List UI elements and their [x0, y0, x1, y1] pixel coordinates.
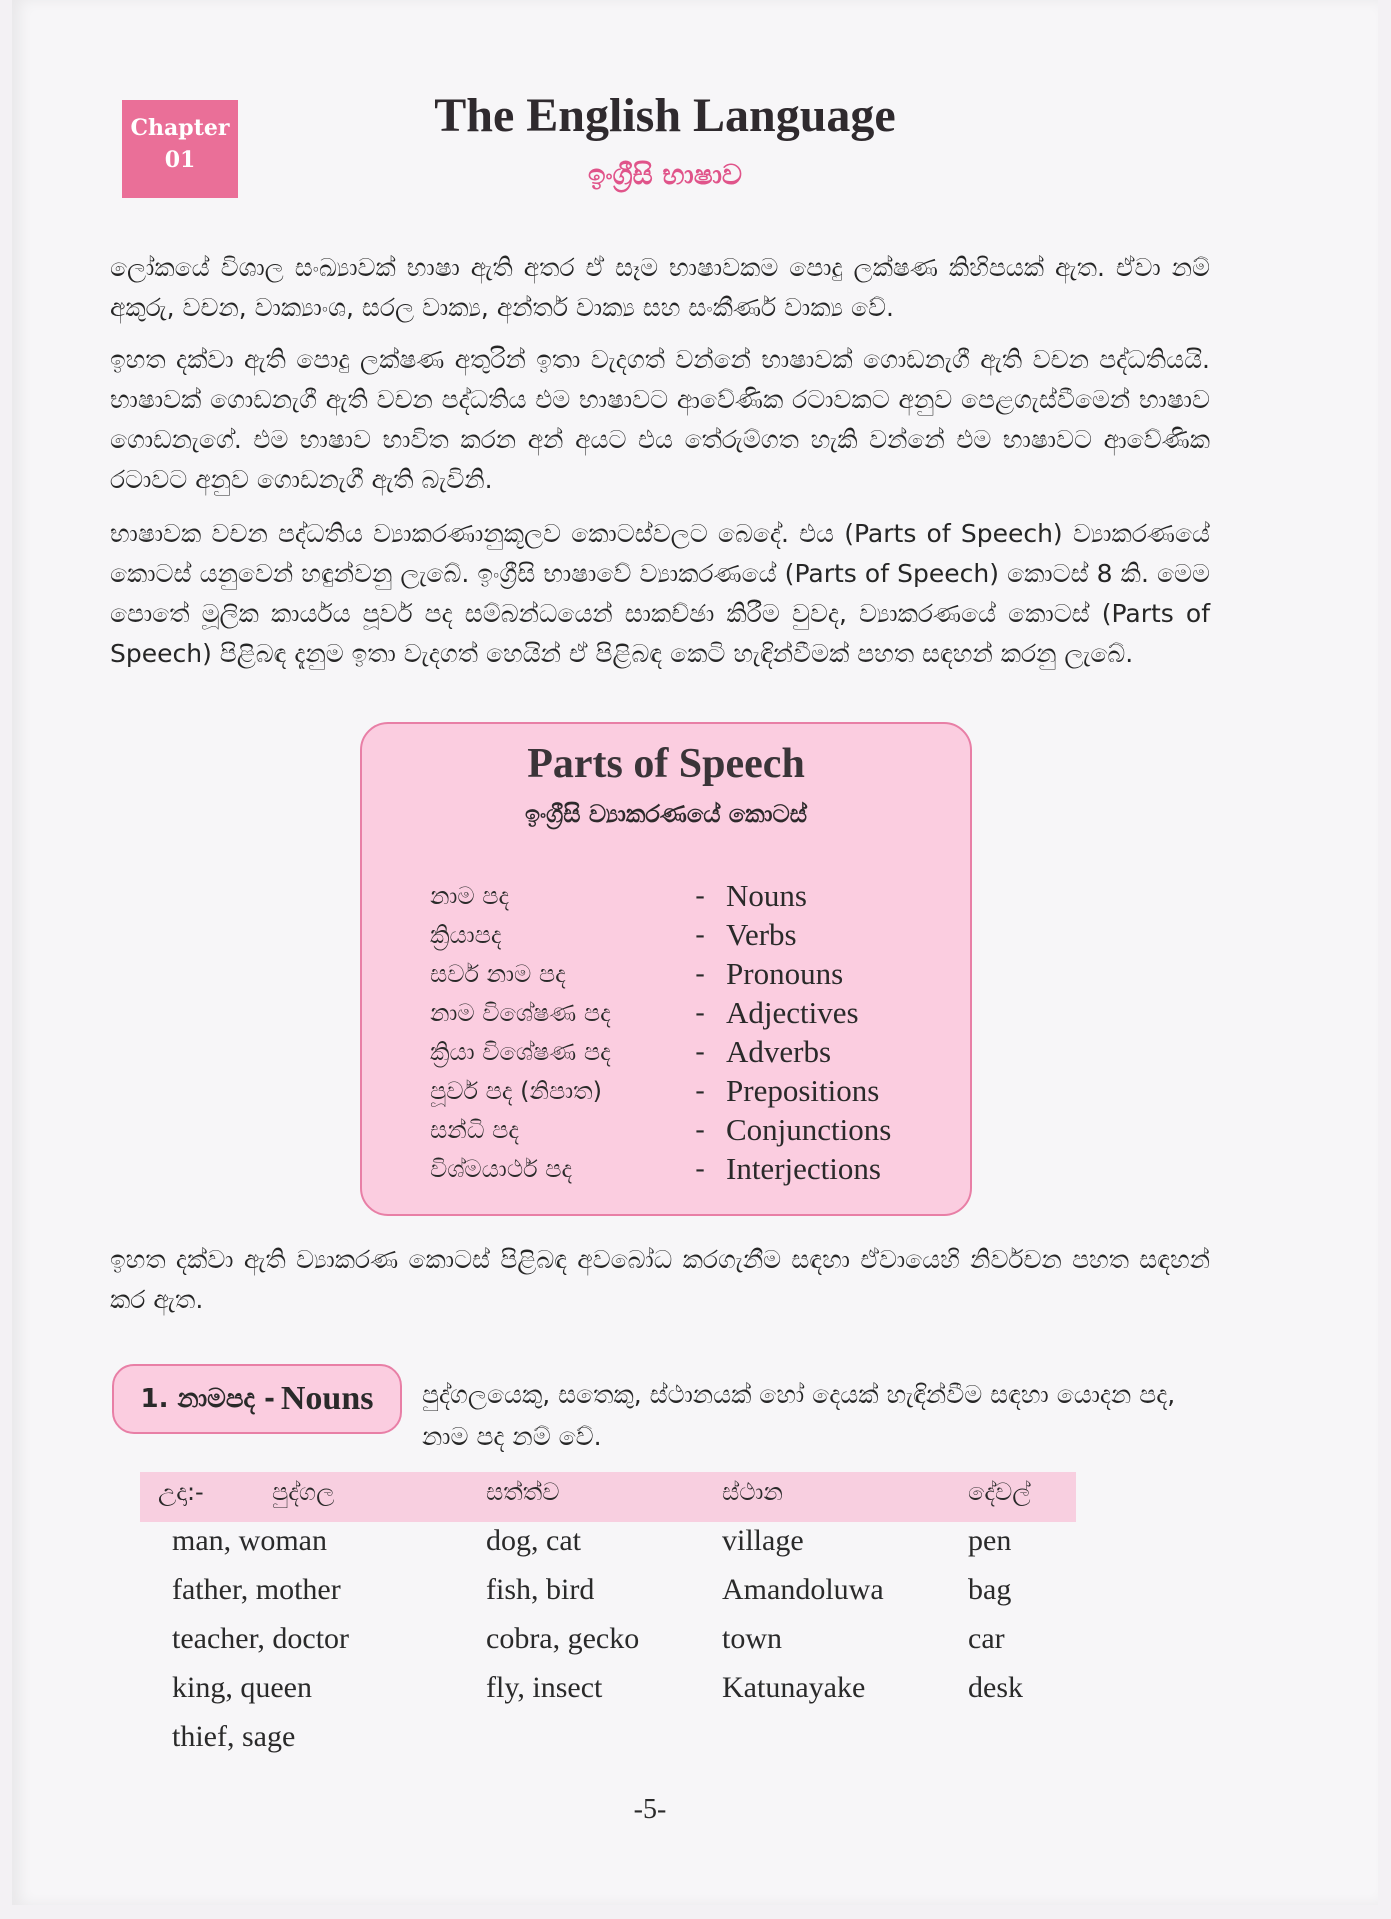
example-item: desk	[968, 1671, 1023, 1704]
chapter-word: Chapter	[130, 115, 230, 141]
pos-dash: -	[695, 1152, 705, 1184]
example-item: cobra, gecko	[486, 1622, 640, 1655]
parts-of-speech-subtitle: ඉංග්‍රීසි ව්‍යාකරණයේ කොටස්	[524, 800, 808, 828]
intro-paragraph-3: භාෂාවක වචන පද්ධතිය ව්‍යාකරණානුකූලව කොටස්වලට බෙදේ. එය (Parts of Speech) ව්‍යාකරණයේ කොටස් යනුවෙන් හඳුන්වනු ලැබේ. ඉංග්‍රීසි භාෂාවේ ව්‍යාකරණයේ (Parts of Speech) කොටස් 8 කි. මෙම පොතේ මූලික කාර්යය පූර්ව පද සම්බන්ධයෙන් සාකච්ඡා කිරීම වුවද, ව්‍යාකරණයේ කොටස් (Parts of Speech) පිළිබඳ දැනුම ඉතා වැදගත් හෙයින් ඒ පිළිබඳ කෙටි හැඳින්වීමක් පහත සඳහන් කරනු ලැබේ.	[110, 519, 1210, 668]
example-item: thief, sage	[172, 1720, 296, 1753]
example-item: bag	[968, 1573, 1012, 1606]
definitions-intro-paragraph: ඉහත දක්වා ඇති ව්‍යාකරණ කොටස් පිළිබඳ අවබෝධ කරගැනීම සඳහා ඒවායෙහි නිර්වචන පහත සඳහන් කර ඇත.	[110, 1245, 1210, 1314]
nouns-heading-sinhala: 1. නාමපද -	[140, 1383, 275, 1414]
pos-english: Adjectives	[726, 994, 859, 1030]
pos-row-nouns	[430, 876, 950, 915]
example-item: car	[968, 1622, 1005, 1655]
pos-english: Interjections	[726, 1150, 881, 1186]
pos-sinhala: පූර්ව පද (නිපාත)	[430, 1076, 603, 1105]
nouns-heading-english: Nouns	[280, 1380, 374, 1417]
column-header-things: දේවල්	[968, 1478, 1031, 1506]
pos-english: Pronouns	[726, 955, 844, 991]
pos-row-interjections	[430, 1149, 950, 1188]
pos-sinhala: නාම පද	[430, 881, 510, 910]
parts-of-speech-title: Parts of Speech	[527, 741, 805, 787]
pos-english: Adverbs	[726, 1033, 832, 1069]
pos-row-adjectives	[430, 993, 950, 1032]
example-item: dog, cat	[486, 1524, 581, 1557]
pos-dash: -	[695, 879, 705, 911]
example-item: village	[722, 1524, 804, 1557]
example-item: Katunayake	[722, 1671, 866, 1704]
pos-dash: -	[695, 996, 705, 1028]
column-header-animals: සත්ත්ව	[486, 1478, 560, 1506]
pos-sinhala: විශ්මයාර්ථ පද	[430, 1154, 573, 1183]
page-title: The English Language	[434, 89, 896, 142]
example-item: town	[722, 1622, 782, 1655]
pos-row-adverbs	[430, 1032, 950, 1071]
examples-column-places	[722, 1516, 884, 1712]
pos-english: Verbs	[726, 916, 797, 952]
pos-row-pronouns	[430, 954, 950, 993]
pos-dash: -	[695, 1035, 705, 1067]
pos-row-conjunctions	[430, 1110, 950, 1149]
pos-dash: -	[695, 1074, 705, 1106]
column-header-places: ස්ථාන	[722, 1478, 783, 1506]
pos-dash: -	[695, 918, 705, 950]
column-header-persons: පුද්ගල	[272, 1478, 335, 1506]
examples-column-things	[968, 1516, 1023, 1712]
example-item: pen	[968, 1524, 1012, 1557]
pos-row-prepositions	[430, 1071, 950, 1110]
examples-column-persons	[172, 1516, 349, 1761]
pos-sinhala: සර්ව නාම පද	[430, 959, 566, 988]
page-subtitle: ඉංග්‍රීසි භාෂාව	[587, 158, 743, 191]
example-item: father, mother	[172, 1573, 341, 1606]
pos-sinhala: ක්‍රියාපද	[430, 920, 502, 949]
pos-sinhala: නාම විශේෂණ පද	[430, 998, 611, 1027]
pos-sinhala: ක්‍රියා විශේෂණ පද	[430, 1037, 611, 1066]
page-number: -5-	[633, 1794, 667, 1825]
pos-english: Prepositions	[726, 1072, 880, 1108]
example-item: fish, bird	[486, 1573, 595, 1606]
intro-paragraph-2: ඉහත දක්වා ඇති පොදු ලක්ෂණ අතුරින් ඉතා වැදගත් වන්නේ භාෂාවක් ගොඩනැගී ඇති වචන පද්ධතියයි. භාෂාවක් ගොඩනැගී ඇති වචන පද්ධතිය එම භාෂාවට ආවේණික රටාවකට අනුව පෙළගැස්වීමෙන් භාෂාව ගොඩනැගේ. එම භාෂාව භාවිත කරන අන් අයට එය තේරුම්ගත හැකි වන්නේ එම භාෂාවට ආවේණික රටාවට අනුව ගොඩනැගී ඇති බැවිනි.	[110, 345, 1210, 494]
chapter-number: 01	[164, 147, 196, 173]
parts-of-speech-list	[430, 876, 950, 1188]
pos-row-verbs	[430, 915, 950, 954]
pos-english: Conjunctions	[726, 1111, 892, 1147]
intro-paragraph-1: ලෝකයේ විශාල සංඛ්‍යාවක් භාෂා ඇති අතර ඒ සෑම භාෂාවකම පොදු ලක්ෂණ කිහිපයක් ඇත. ඒවා නම් අකුරු, වචන, වාක්‍යාංශ, සරල වාක්‍ය, අන්තර් වාක්‍ය සහ සංකීර්ණ වාක්‍ය වේ.	[110, 253, 1210, 322]
pos-dash: -	[695, 1113, 705, 1145]
example-item: fly, insect	[486, 1671, 603, 1704]
nouns-definition: පුද්ගලයෙකු, සතෙකු, ස්ථානයක් හෝ දෙයක් හැඳින්වීම සඳහා යොදන පද, නාම පද නම් වේ.	[422, 1380, 1176, 1451]
chapter-badge	[122, 100, 238, 198]
examples-column-animals	[486, 1516, 639, 1712]
pos-english: Nouns	[726, 877, 807, 913]
example-label: උදා:-	[158, 1478, 204, 1506]
example-item: Amandoluwa	[722, 1573, 884, 1606]
nouns-section-heading	[112, 1364, 402, 1434]
pos-dash: -	[695, 957, 705, 989]
pos-sinhala: සන්ධි පද	[430, 1115, 520, 1144]
example-item: teacher, doctor	[172, 1622, 350, 1655]
example-item: man, woman	[172, 1524, 327, 1557]
example-item: king, queen	[172, 1671, 312, 1704]
parts-of-speech-box	[360, 722, 972, 1216]
